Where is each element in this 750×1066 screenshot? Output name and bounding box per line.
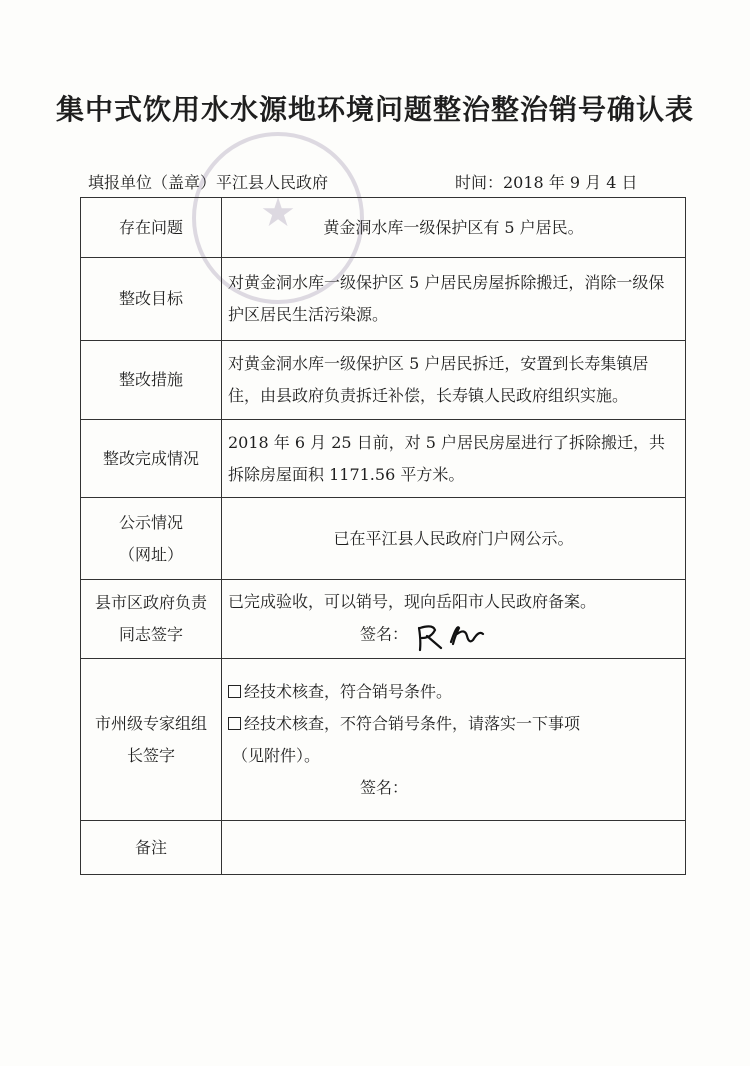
row-expert-signature [81, 659, 686, 821]
row-county-signature [81, 580, 686, 659]
county-sign-label: 签名： [359, 624, 408, 644]
label-measures: 整改措施 [81, 341, 222, 420]
row-goal [81, 258, 686, 341]
row-measures [81, 341, 686, 420]
svg-text:★: ★ [260, 190, 296, 236]
label-county-signature [81, 580, 222, 659]
document-title: 集中式饮用水水源地环境问题整治整治销号确认表 [55, 93, 694, 126]
option-unqualified-note: （见附件）。 [232, 745, 321, 765]
report-date: 时间：2018 年 9 月 4 日 [455, 173, 638, 192]
checkbox-unqualified[interactable] [228, 717, 241, 730]
label-remarks: 备注 [81, 821, 222, 875]
option-unqualified-text: 经技术核查，不符合销号条件，请落实一下事项 [244, 713, 581, 733]
option-qualified [228, 676, 679, 708]
content-county-signature [222, 580, 686, 659]
label-publicity-line2: （网址） [118, 544, 183, 564]
reporting-unit: 填报单位（盖章）平江县人民政府 [88, 173, 329, 192]
expert-sign-line [228, 772, 679, 804]
label-expert-line1: 市州级专家组组 [94, 713, 207, 733]
label-expert-signature [81, 659, 222, 821]
confirmation-table [80, 197, 686, 875]
label-expert-line2: 长签字 [126, 745, 175, 765]
expert-sign-label: 签名： [359, 777, 408, 797]
content-goal: 对黄金洞水库一级保护区 5 户居民房屋拆除搬迁，消除一级保护区居民生活污染源。 [222, 258, 686, 341]
option-unqualified [228, 708, 679, 740]
label-publicity [81, 498, 222, 580]
row-completion [81, 420, 686, 498]
handwritten-signature [413, 618, 487, 652]
content-remarks [222, 821, 686, 875]
content-publicity: 已在平江县人民政府门户网公示。 [222, 498, 686, 580]
row-publicity [81, 498, 686, 580]
content-expert-signature [222, 659, 686, 821]
county-statement: 已完成验收，可以销号，现向岳阳市人民政府备案。 [228, 592, 597, 611]
content-problem: 黄金洞水库一级保护区有 5 户居民。 [222, 198, 686, 258]
row-problem [81, 198, 686, 258]
row-remarks [81, 821, 686, 875]
option-qualified-text: 经技术核查，符合销号条件。 [244, 681, 453, 701]
label-county-line2: 同志签字 [118, 625, 183, 644]
label-county-line1: 县市区政府负责 [94, 593, 207, 612]
content-measures: 对黄金洞水库一级保护区 5 户居民拆迁，安置到长寿集镇居住，由县政府负责拆迁补偿，长寿镇人民政府组织实施。 [222, 341, 686, 420]
label-publicity-line1: 公示情况 [118, 512, 183, 532]
label-completion: 整改完成情况 [81, 420, 222, 498]
label-goal: 整改目标 [81, 258, 222, 341]
checkbox-qualified[interactable] [228, 685, 241, 698]
county-sign-line [228, 618, 679, 652]
label-problem: 存在问题 [81, 198, 222, 258]
content-completion: 2018 年 6 月 25 日前，对 5 户居民房屋进行了拆除搬迁，共拆除房屋面积 1171.56 平方米。 [222, 420, 686, 498]
